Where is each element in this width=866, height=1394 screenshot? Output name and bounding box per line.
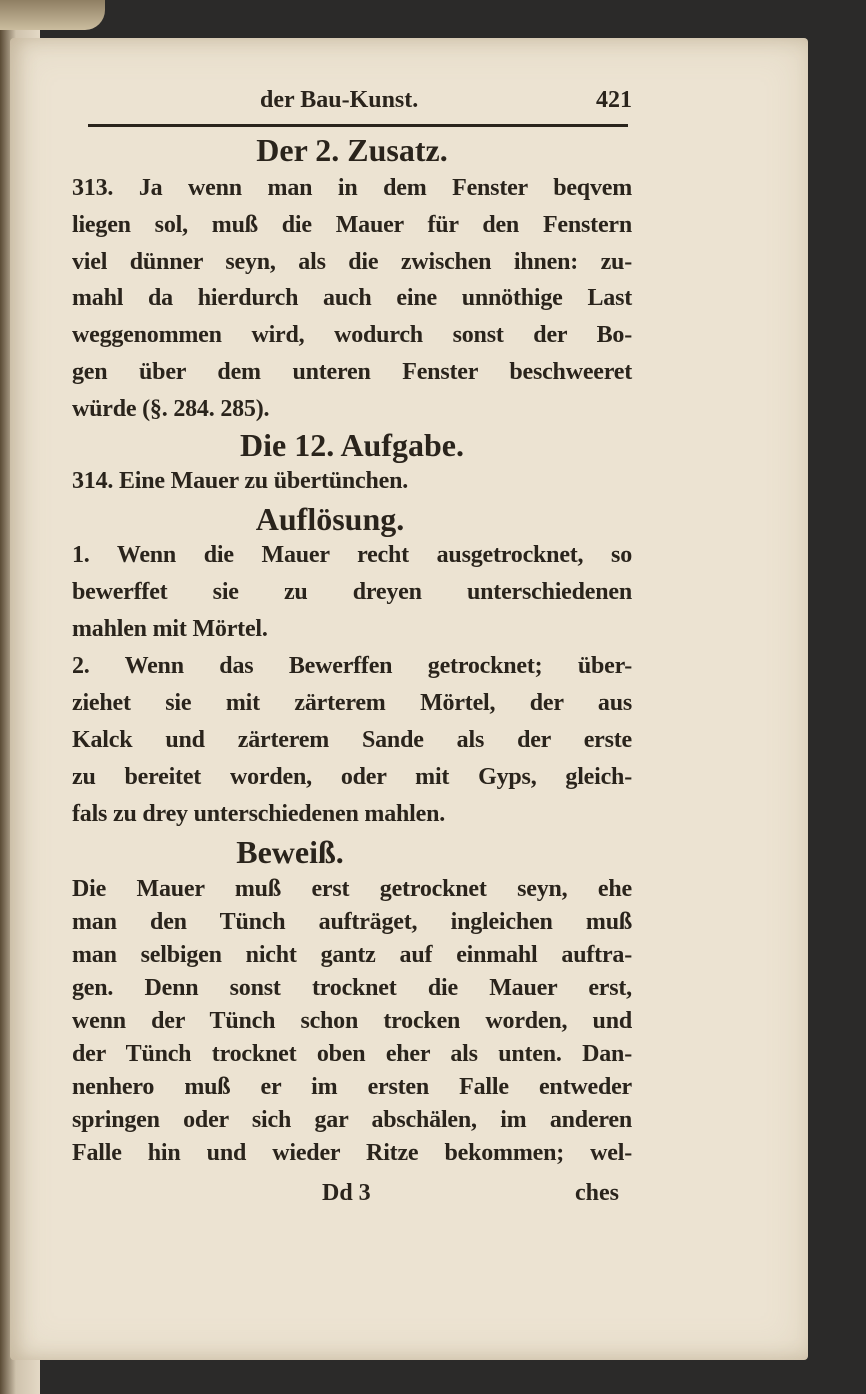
text-line: würde (§. 284. 285). xyxy=(72,396,270,422)
section-heading: Die 12. Aufgabe. xyxy=(240,427,464,463)
text-line: man selbigen nicht gantz auf einmahl auftra- xyxy=(72,942,632,968)
section-heading: Auflösung. xyxy=(255,501,405,537)
text-line: der Tünch trocknet oben eher als unten. Dan- xyxy=(72,1041,632,1067)
text-line: Kalck und zärterem Sande als der erste xyxy=(72,727,632,753)
running-head: der Bau-Kunst. xyxy=(260,87,419,113)
text-line: mahlen mit Mörtel. xyxy=(72,616,268,642)
text-line: 1. Wenn die Mauer recht ausgetrocknet, so xyxy=(72,542,632,568)
text-line: bewerffet sie zu dreyen unterschiedenen xyxy=(72,579,632,605)
text-line: wenn der Tünch schon trocken worden, und xyxy=(72,1008,632,1034)
text-line: mahl da hierdurch auch eine unnöthige Last xyxy=(72,285,632,311)
text-line: gen. Denn sonst trocknet die Mauer erst, xyxy=(72,975,632,1001)
header-rule xyxy=(88,124,628,127)
page-number: 421 xyxy=(596,87,632,113)
section-heading: Der 2. Zusatz. xyxy=(256,132,448,168)
text-line: zu bereitet worden, oder mit Gyps, gleich- xyxy=(72,764,632,790)
text-line: 314. Eine Mauer zu übertünchen. xyxy=(72,468,409,494)
text-line: Die Mauer muß erst getrocknet seyn, ehe xyxy=(72,876,632,902)
text-line: ziehet sie mit zärterem Mörtel, der aus xyxy=(72,690,632,716)
text-line: Falle hin und wieder Ritze bekommen; wel- xyxy=(72,1140,632,1166)
text-line: nenhero muß er im ersten Falle entweder xyxy=(72,1074,632,1100)
book-corner xyxy=(0,0,105,30)
text-line: man den Tünch aufträget, ingleichen muß xyxy=(72,909,632,935)
text-line: 313. Ja wenn man in dem Fenster beqvem xyxy=(72,175,632,201)
section-heading: Beweiß. xyxy=(236,834,344,870)
text-line: gen über dem unteren Fenster beschweeret xyxy=(72,359,632,385)
text-line: fals zu drey unterschiedenen mahlen. xyxy=(72,801,446,827)
text-line: weggenommen wird, wodurch sonst der Bo- xyxy=(72,322,632,348)
book-page xyxy=(10,38,808,1360)
catchword: ches xyxy=(575,1180,619,1206)
text-line: viel dünner seyn, als die zwischen ihnen: zu- xyxy=(72,249,632,275)
signature-mark: Dd 3 xyxy=(322,1180,371,1206)
text-line: 2. Wenn das Bewerffen getrocknet; über- xyxy=(72,653,632,679)
text-line: liegen sol, muß die Mauer für den Fenstern xyxy=(72,212,632,238)
text-line: springen oder sich gar abschälen, im anderen xyxy=(72,1107,632,1133)
